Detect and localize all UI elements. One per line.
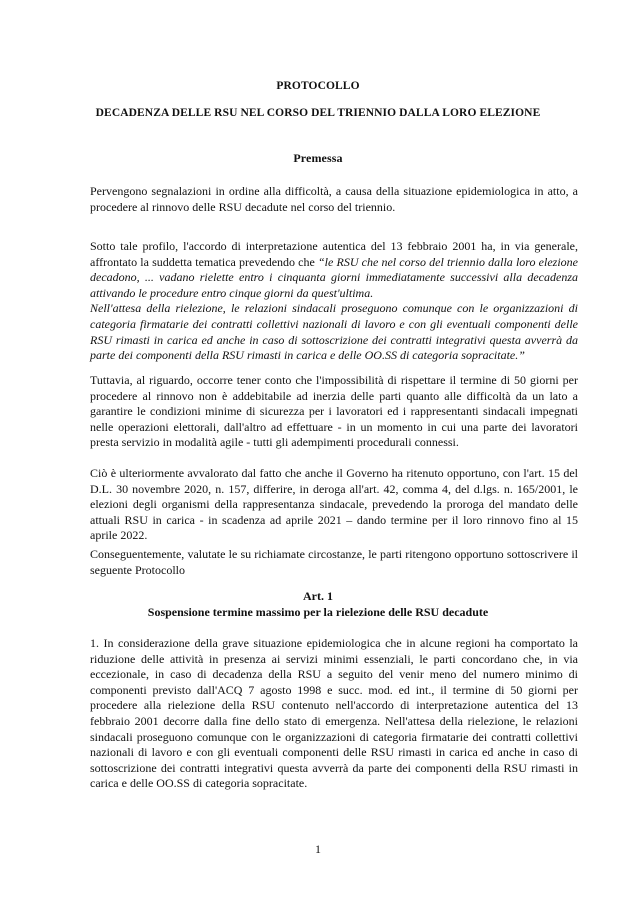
paragraph-5: Conseguentemente, valutate le su richiamate circostanze, le parti ritengono opportuno sottoscrivere il seguente Protocollo [90,547,578,577]
paragraph-2-intro: Sotto tale profilo, l'accordo di interpretazione autentica del 13 febbraio 2001 ha, in via generale, affrontato la suddetta tematica prevedendo che [90,239,578,269]
paragraph-2 [90,239,578,364]
article-number: Art. 1 [303,589,333,603]
document-title: PROTOCOLLO [276,80,360,92]
paragraph-2-quote-continued: Nell'attesa della rielezione, le relazioni sindacali proseguono comunque con le organizzazioni di categoria firmatarie dei contratti collettivi nazionali di lavoro e con gli eventuali componenti delle RSU rimasti in carica ed anche in caso di sottoscrizione dei contratti integrativi questa avverrà da parte dei componenti della RSU rimasti in carica e delle OO.SS di categoria sopracitate.” [90,301,578,363]
paragraph-2-quote: “le RSU che nel corso del triennio dalla loro elezione decadono, ... vadano rielette entro i cinquanta giorni immediatamente successivi alla decadenza attivando le procedure entro cinque giorni da quest'ultima. [90,254,578,300]
article-heading: Sospensione termine massimo per la rielezione delle RSU decadute [147,605,489,619]
article-text: 1. In considerazione della grave situazione epidemiologica che in alcune regioni ha comportato la riduzione delle attività in presenza ai servizi minimi essenziali, le parti concordano che, in via eccezionale, in caso di decadenza della RSU a seguito del venir meno del numero minimo di componenti previsto dall'ACQ 7 agosto 1998 e succ. mod. ed int., il termine di 50 giorni per procedere alla rielezione della RSU contenuto nell'accordo di interpretazione autentica del 13 febbraio 2001 decorre dalla fine dello stato di emergenza. Nell'attesa della rielezione, le relazioni sindacali proseguono comunque con le organizzazioni di categoria firmatarie dei contratti collettivi nazionali di lavoro e con gli eventuali componenti delle RSU rimasti in carica ed anche in caso di sottoscrizione dei contratti integrativi questa avverrà da parte dei componenti della RSU rimasti in carica e delle OO.SS di categoria sopracitate. [90,636,578,791]
paragraph-3: Tuttavia, al riguardo, occorre tener conto che l'impossibilità di rispettare il termine di 50 giorni per procedere al rinnovo non è addebitabile ad inerzia delle parti quanto alle difficoltà da un lato a garantire le condizioni minime di sicurezza per i lavoratori ed i rappresentanti sindacali impegnati nelle operazioni elettorali, dall'altro ad effettuare - in un momento in cui una parte dei lavoratori presta servizio in modalità agile - tutti gli adempimenti procedurali connessi. [90,373,578,450]
page-number: 1 [315,842,321,856]
paragraph-4: Ciò è ulteriormente avvalorato dal fatto che anche il Governo ha ritenuto opportuno, con l'art. 15 del D.L. 30 novembre 2020, n. 157, differire, in deroga all'art. 42, comma 4, del d.lgs. n. 165/2001, le elezioni degli organismi della rappresentanza sindacale, prevedendo la proroga del mandato delle attuali RSU in carica - in scadenza ad aprile 2021 – dando termine per il loro rinnovo fino al 15 aprile 2022. [90,466,578,543]
section-heading: Premessa [293,151,343,165]
paragraph-1: Pervengono segnalazioni in ordine alla difficoltà, a causa della situazione epidemiologica in atto, a procedere al rinnovo delle RSU decadute nel corso del triennio. [90,184,578,214]
document-subtitle: DECADENZA DELLE RSU NEL CORSO DEL TRIENNIO DALLA LORO ELEZIONE [95,107,541,119]
